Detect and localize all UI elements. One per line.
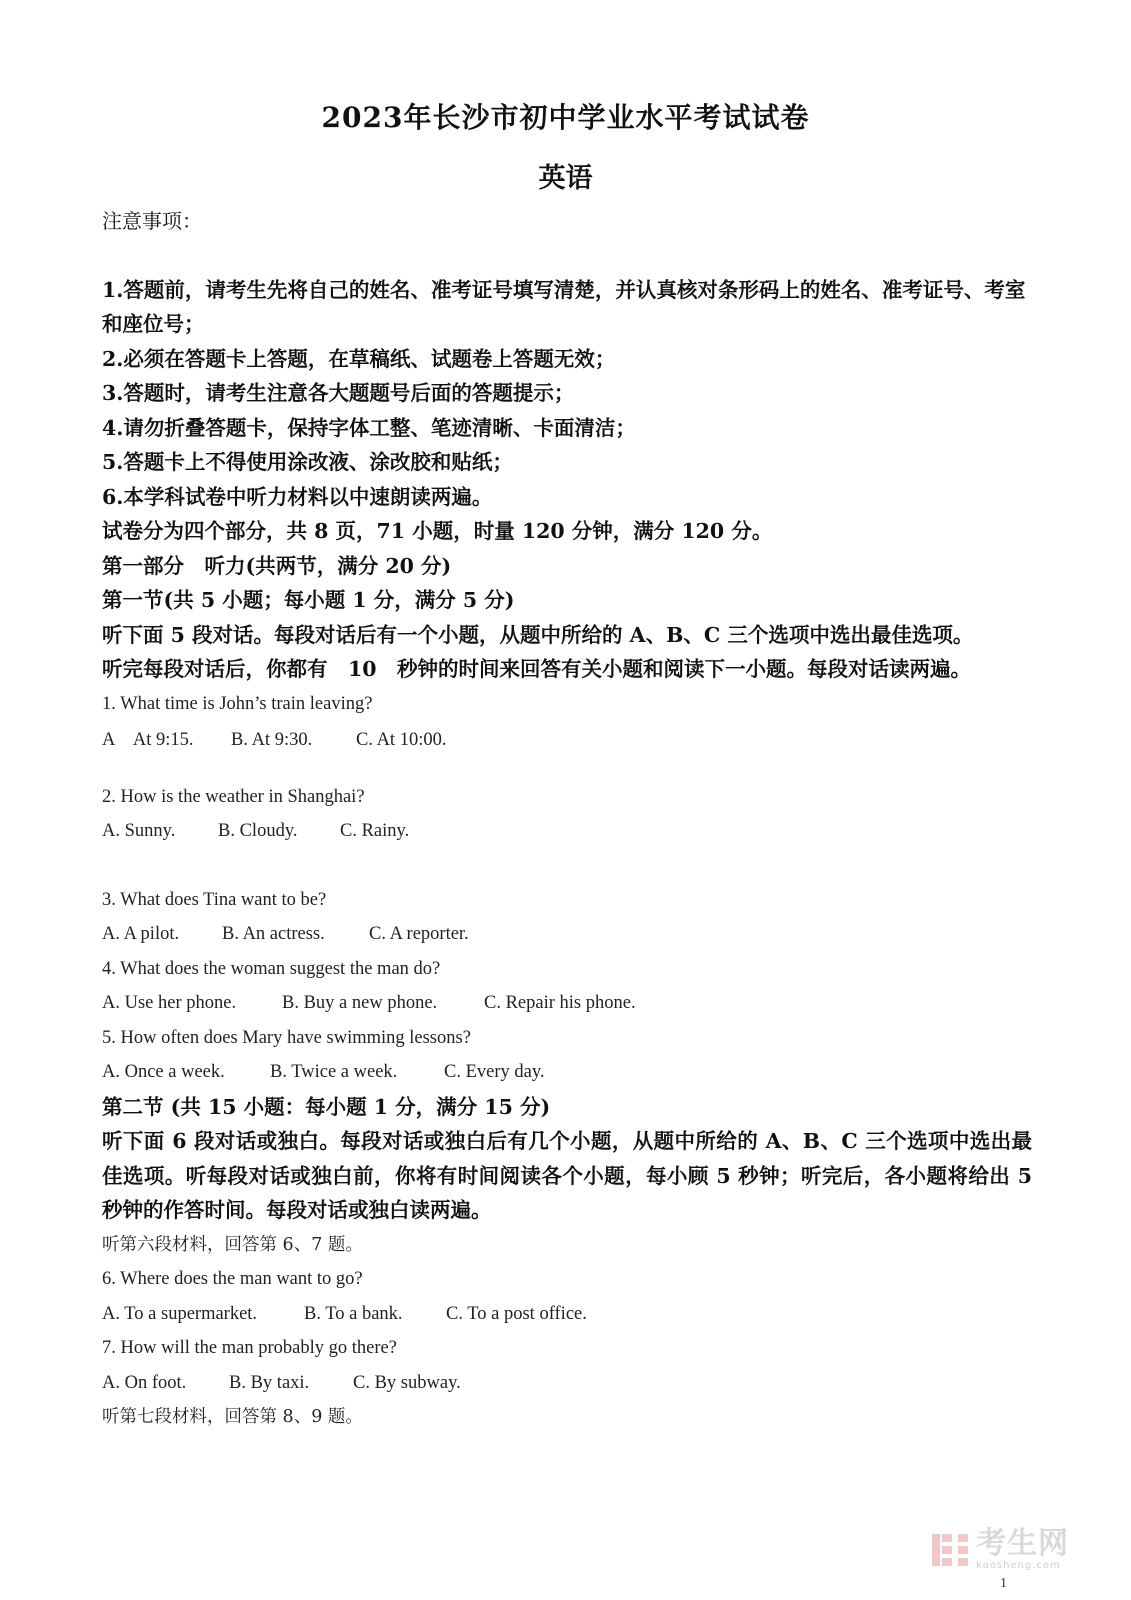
notice-item: 5.答题卡上不得使用涂改液、涂改胶和贴纸；	[102, 450, 513, 474]
question-text: 7. How will the man probably go there?	[102, 1338, 397, 1358]
question-text: 1. What time is John’s train leaving?	[102, 693, 373, 714]
question-options	[102, 723, 1032, 758]
material-note: 听第六段材料，回答第 6、7 题。	[102, 1234, 363, 1255]
material-note: 听第七段材料，回答第 8、9 题。	[102, 1407, 363, 1427]
option-b: B. An actress.	[222, 924, 325, 944]
question-options	[102, 1366, 1032, 1401]
subject-title: 英语	[538, 163, 593, 194]
option-a: A. To a supermarket.	[102, 1303, 258, 1324]
option-c: C. A reporter.	[369, 924, 469, 944]
question-options	[102, 814, 1032, 849]
question-options	[102, 1055, 1032, 1090]
question-options	[102, 1297, 1032, 1332]
section2-instruction: 听下面 6 段对话或独白。每段对话或独白后有几个小题，从题中所给的 A、B、C 三个选项中选出最佳选项。听每段对话或独白前，你将有时间阅读各个小题，每小顾 5 秒钟；听完后，各小题将给出 5 秒钟的作答时间。每段对话或独白读两遍。	[102, 1129, 1032, 1222]
option-a: A. Once a week.	[102, 1062, 225, 1082]
section1-instruction: 听下面 5 段对话。每段对话后有一个小题，从题中所给的 A、B、C 三个选项中选出最佳选项。	[102, 622, 974, 647]
page-title: 2023年长沙市初中学业水平考试试卷	[321, 101, 810, 134]
question-text: 3. What does Tina want to be?	[102, 889, 327, 910]
question-text: 5. How often does Mary have swimming lessons?	[102, 1027, 471, 1048]
notice-heading: 注意事项：	[102, 209, 202, 233]
question-text: 6. Where does the man want to go?	[102, 1269, 363, 1289]
option-b: B. To a bank.	[304, 1303, 403, 1324]
watermark	[930, 1528, 1069, 1572]
option-c: C. By subway.	[353, 1372, 461, 1393]
exam-content	[102, 204, 1032, 1435]
option-c: C. At 10:00.	[356, 730, 447, 750]
question-text: 4. What does the woman suggest the man do?	[102, 958, 441, 979]
section1-heading: 第一节(共 5 小题；每小题 1 分，满分 5 分)	[102, 588, 515, 612]
option-a: A At 9:15.	[102, 730, 194, 750]
page-number: 1	[1000, 1576, 1007, 1591]
question-options	[102, 917, 1032, 952]
option-b: B. By taxi.	[229, 1372, 310, 1393]
option-a: A. A pilot.	[102, 924, 180, 944]
option-c: C. Every day.	[444, 1062, 545, 1082]
option-a: A. On foot.	[102, 1372, 187, 1393]
watermark-text	[976, 1526, 1069, 1571]
notice-item: 3.答题时，请考生注意各大题题号后面的答题提示；	[102, 381, 575, 405]
notice-item: 6.本学科试卷中听力材料以中速朗读两遍。	[102, 484, 493, 509]
kaosheng-logo-icon	[930, 1530, 970, 1570]
notice-item: 1.答题前，请考生先将自己的姓名、准考证号填写清楚，并认真核对条形码上的姓名、准考证号、考室和座位号；	[102, 277, 1026, 336]
question-text: 2. How is the weather in Shanghai?	[102, 786, 365, 807]
notice-item: 2.必须在答题卡上答题，在草稿纸、试题卷上答题无效；	[102, 346, 616, 371]
section1-instruction: 听完每段对话后，你都有 10 秒钟的时间来回答有关小题和阅读下一小题。每段对话读两遍。	[102, 657, 972, 681]
option-b: B. Buy a new phone.	[282, 993, 438, 1013]
option-c: C. Rainy.	[340, 821, 410, 841]
question-options	[102, 986, 1032, 1021]
option-c: C. To a post office.	[446, 1303, 587, 1324]
part1-heading: 第一部分 听力(共两节，满分 20 分)	[102, 553, 452, 578]
option-b: B. At 9:30.	[231, 730, 313, 750]
option-c: C. Repair his phone.	[484, 993, 636, 1013]
option-b: B. Twice a week.	[270, 1062, 398, 1082]
watermark-url: kaosheng.com	[976, 1560, 1061, 1571]
watermark-name: 考生网	[976, 1526, 1069, 1561]
section2-heading: 第二节 (共 15 小题：每小题 1 分，满分 15 分)	[102, 1094, 551, 1119]
exam-summary: 试卷分为四个部分，共 8 页，71 小题，时量 120 分钟，满分 120 分。	[102, 519, 773, 543]
option-b: B. Cloudy.	[218, 821, 298, 841]
notice-item: 4.请勿折叠答题卡，保持字体工整、笔迹清晰、卡面清洁；	[102, 415, 636, 440]
option-a: A. Use her phone.	[102, 993, 237, 1013]
option-a: A. Sunny.	[102, 821, 176, 841]
